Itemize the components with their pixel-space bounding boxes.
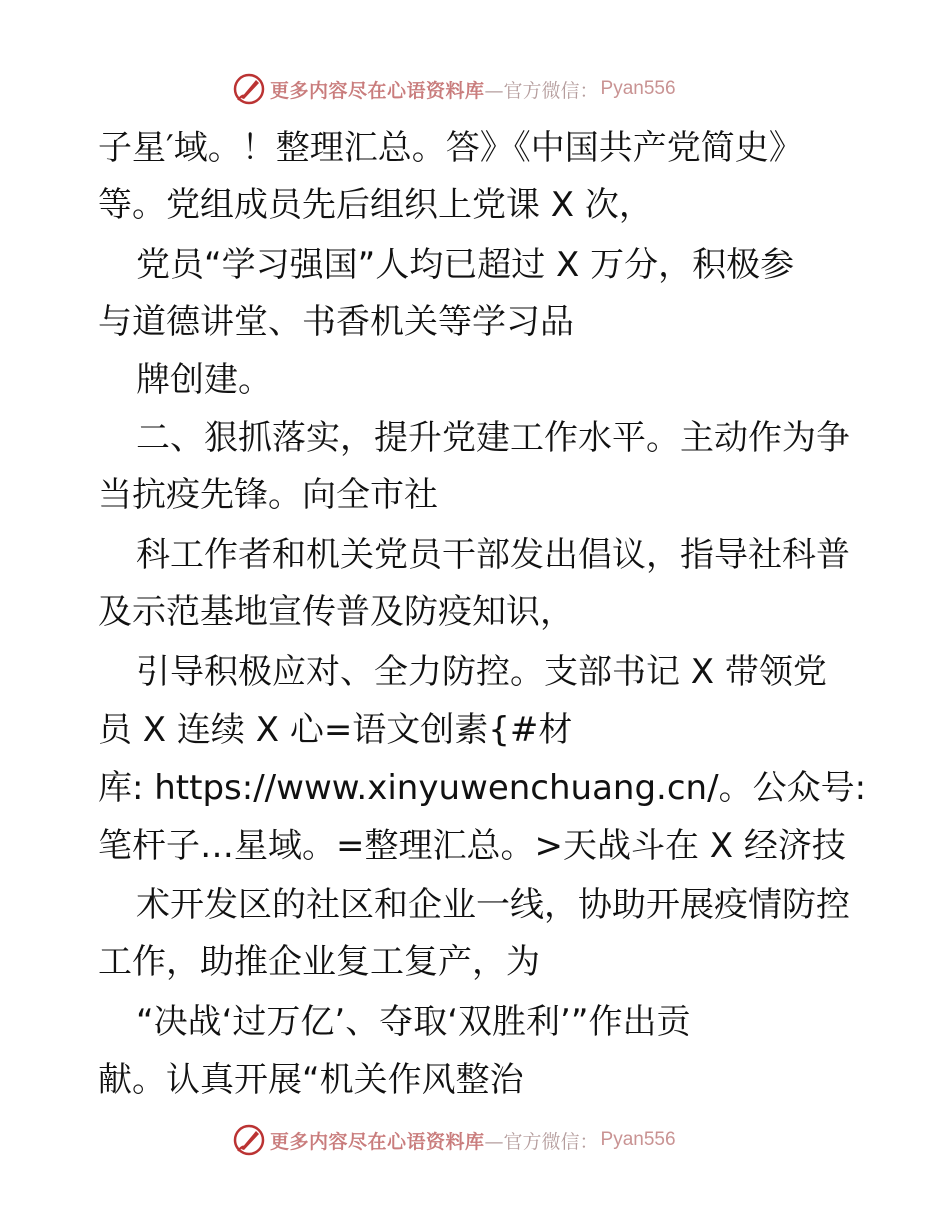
header-banner-text: 更多内容尽在心语资料库 [270,79,485,102]
text-line: 笔杆子…星域。=整理汇总。>天战斗在 X 经济技 [98,826,846,866]
text-line: 二、狠抓落实，提升党建工作水平。主动作为争 [136,418,850,458]
quill-logo-icon [232,72,266,106]
text-line: 牌创建。 [136,360,272,400]
text-line: 与道德讲堂、书香机关等学习品 [98,302,574,342]
text-line: 子星′域。！整理汇总。答》《中国共产党简史》 [98,128,803,168]
text-line: 及示范基地宣传普及防疫知识， [98,592,574,632]
text-line: 党员“学习强国”人均已超过 X 万分，积极参 [136,245,795,285]
text-line: 术开发区的社区和企业一线，协助开展疫情防控 [136,885,850,925]
text-line: “决战‘过万亿’、夺取‘双胜利’”作出贡 [136,1002,691,1042]
text-line: 引导积极应对、全力防控。支部书记 X 带领党 [136,652,827,692]
text-line: 库: https://www.xinyuwenchuang.cn/。公众号: [98,768,867,808]
footer-watermark-banner [232,1123,676,1157]
footer-banner-text: 更多内容尽在心语资料库 [270,1130,485,1153]
text-line: 科工作者和机关党员干部发出倡议，指导社科普 [136,535,850,575]
text-line: 员 X 连续 X 心=语文创素{#材 [98,710,573,750]
header-wechat-id: Pyan556 [600,78,676,99]
text-line: 当抗疫先锋。向全市社 [98,475,438,515]
text-line: 工作，助推企业复工复产，为 [98,942,540,982]
footer-banner-sub: —官方微信： [484,1130,599,1153]
footer-wechat-id: Pyan556 [600,1129,676,1150]
text-line: 等。党组成员先后组织上党课 X 次， [98,185,653,225]
text-line: 献。认真开展“机关作风整治 [98,1060,524,1100]
quill-logo-icon [232,1123,266,1157]
header-banner-sub: —官方微信： [484,79,599,102]
header-watermark-banner [232,72,676,106]
